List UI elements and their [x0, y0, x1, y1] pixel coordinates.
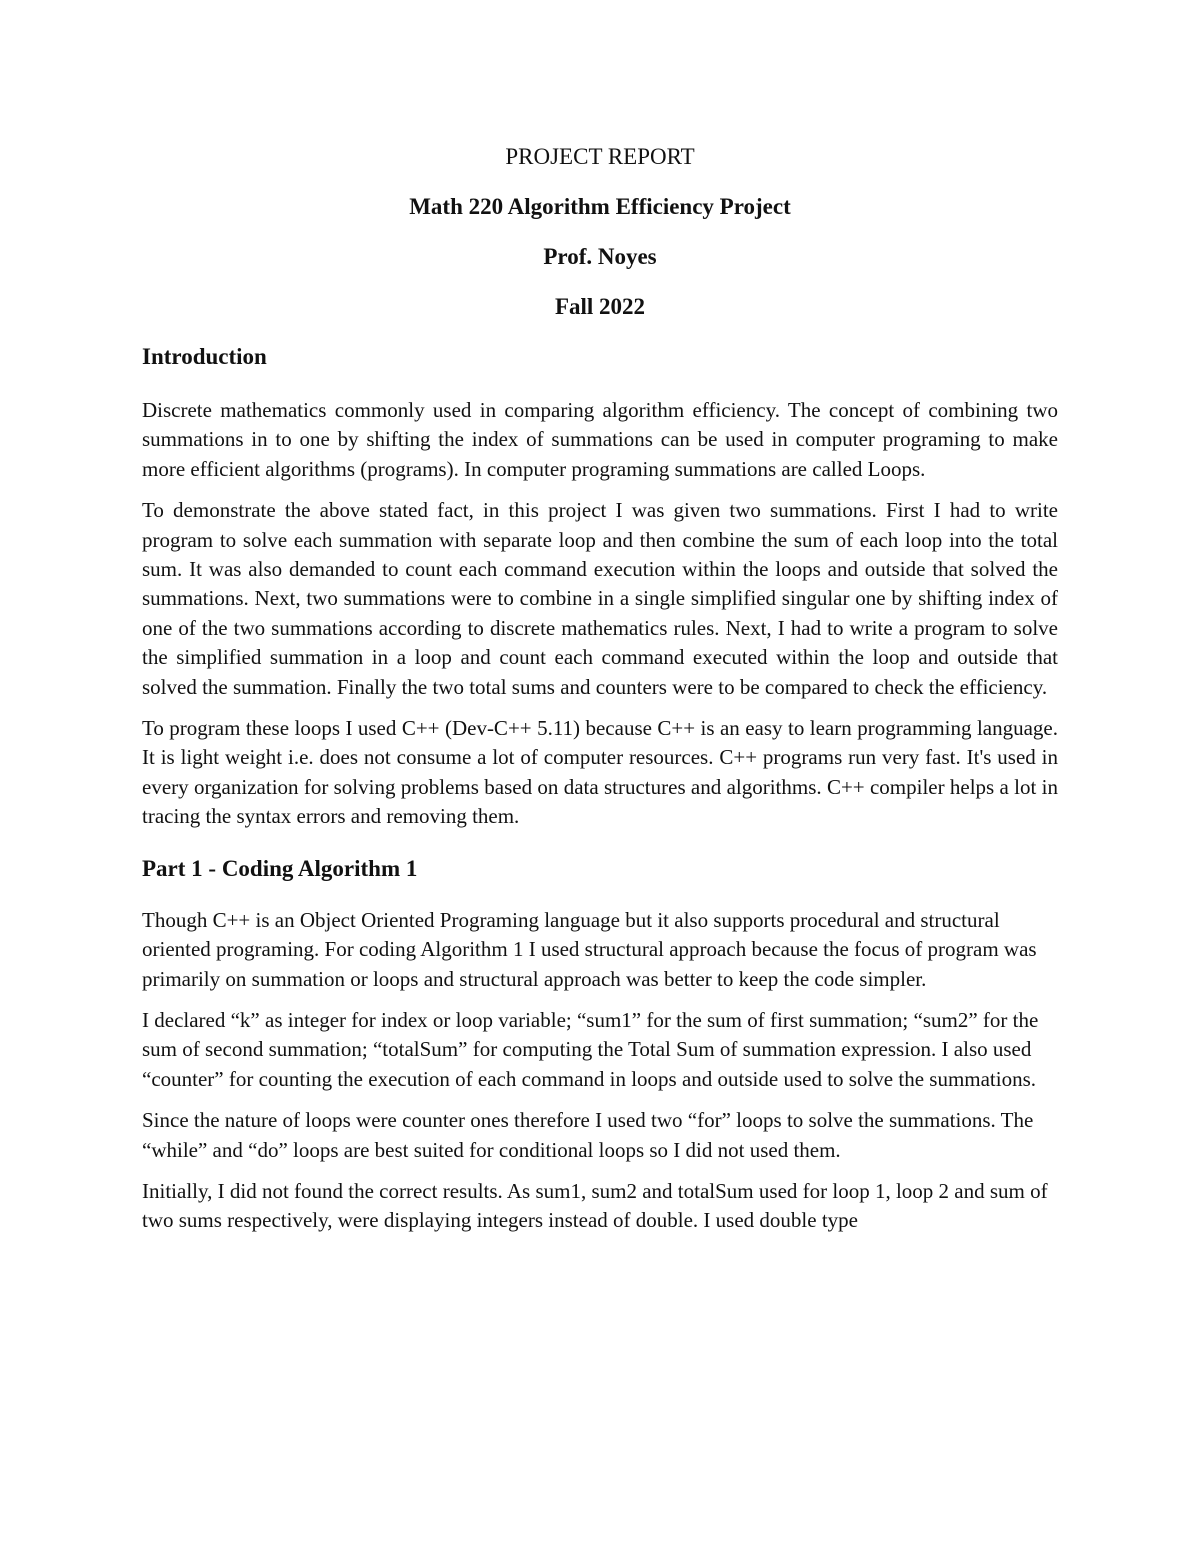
part1-paragraph: Since the nature of loops were counter ones therefore I used two “for” loops to solve the summations. The “while” and “do” loops are best suited for conditional loops so I did not used them. — [142, 1108, 1034, 1162]
term: Fall 2022 — [554, 294, 646, 319]
intro-paragraph: To program these loops I used C++ (Dev-C++ 5.11) because C++ is an easy to learn programming language. It is light weight i.e. does not consume a lot of computer resources. C++ programs run very fast. It's used in every organization for solving problems based on data structures and algorithms. C++ compiler helps a lot in tracing the syntax errors and removing them. — [142, 716, 1058, 829]
professor-name: Prof. Noyes — [543, 244, 657, 269]
document-page — [142, 140, 1058, 1248]
introduction-heading: Introduction — [142, 344, 267, 369]
report-title: PROJECT REPORT — [505, 144, 695, 169]
title-block — [142, 140, 1058, 340]
intro-paragraph: To demonstrate the above stated fact, in this project I was given two summations. First I had to write program to solve each summation with separate loop and then combine the sum of each loop into the total sum. It was also demanded to count each command execution within the loops and outside that solved the summations. Next, two summations were to combine in a single simplified singular one by shifting index of one of the two summations according to discrete mathematics rules. Next, I had to write a program to solve the simplified summation in a loop and count each command executed within the loop and outside that solved the summation. Finally the two total sums and counters were to be compared to check the efficiency. — [142, 498, 1058, 699]
part1-heading: Part 1 - Coding Algorithm 1 — [142, 855, 418, 881]
part1-paragraph: Though C++ is an Object Oriented Programing language but it also supports procedural and structural oriented programing. For coding Algorithm 1 I used structural approach because the focus of program was primarily on summation or loops and structural approach was better to keep the code simpler. — [142, 907, 1037, 991]
course-title: Math 220 Algorithm Efficiency Project — [409, 194, 791, 219]
part1-paragraph: I declared “k” as integer for index or loop variable; “sum1” for the sum of first summation; “sum2” for the sum of second summation; “totalSum” for computing the Total Sum of summation expression. I also used “counter” for counting the execution of each command in loops and outside used to solve the summations. — [142, 1007, 1039, 1091]
part1-paragraph: Initially, I did not found the correct results. As sum1, sum2 and totalSum used for loop 1, loop 2 and sum of two sums respectively, were displaying integers instead of double. I used double type — [142, 1178, 1048, 1233]
intro-paragraph: Discrete mathematics commonly used in comparing algorithm efficiency. The concept of combining two summations in to one by shifting the index of summations can be used in computer programing to make more efficient algorithms (programs). In computer programing summations are called Loops. — [142, 398, 1058, 481]
